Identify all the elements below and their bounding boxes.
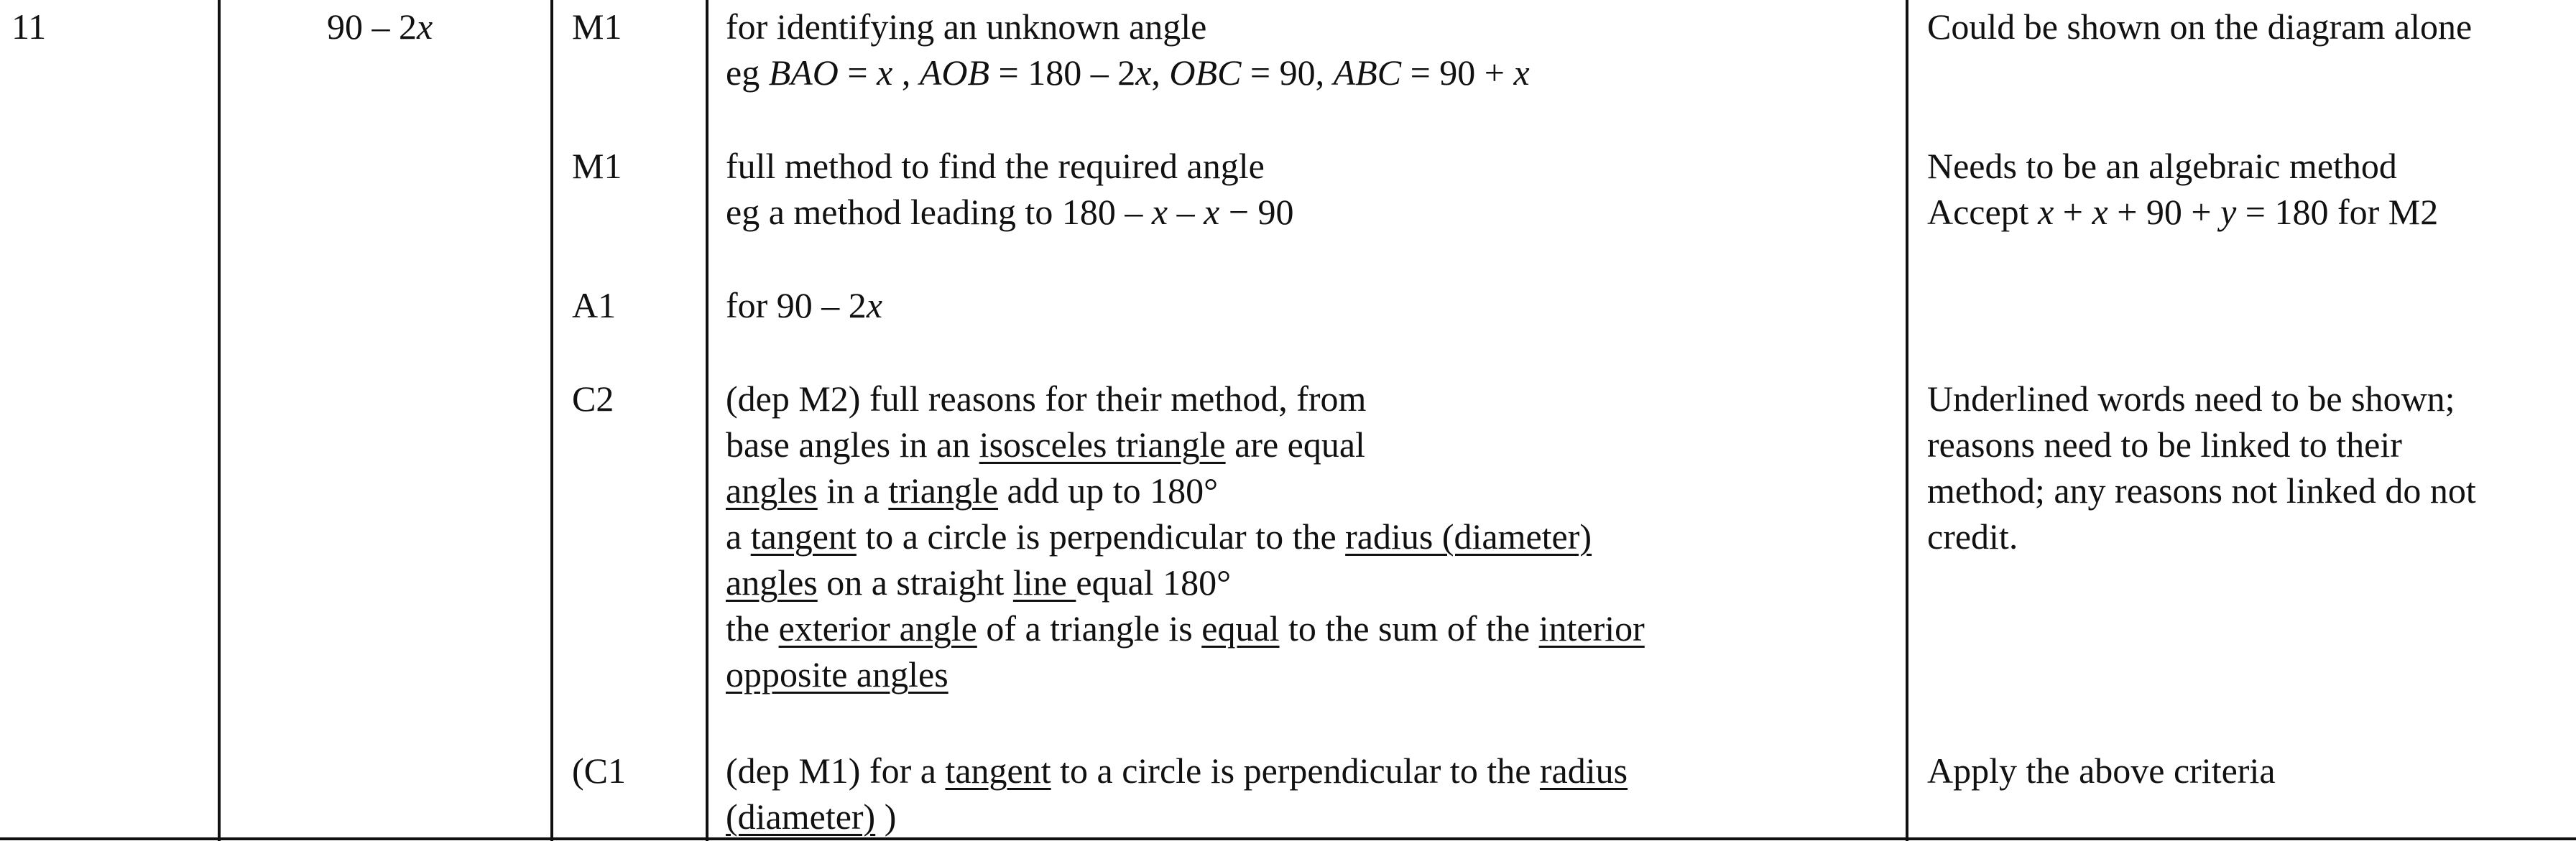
note-row-1: Could be shown on the diagram alone — [1927, 6, 2473, 47]
working-row-1-line-1: for identifying an unknown angle — [726, 6, 1207, 47]
mark-row-3: A1 — [572, 285, 617, 325]
note-row-4-line-3: method; any reasons not linked do not — [1927, 470, 2476, 511]
answer: 90 – 2x — [327, 6, 433, 47]
column-divider-4 — [1906, 0, 1908, 841]
working-row-4-line-4: a tangent to a circle is perpendicular to the radius (diameter) — [726, 516, 1592, 557]
mark-row-4: C2 — [572, 378, 614, 419]
working-row-4-line-7: opposite angles — [726, 654, 948, 694]
working-row-3-line-1: for 90 – 2x — [726, 285, 883, 325]
column-divider-3 — [706, 0, 708, 841]
mark-row-2: M1 — [572, 146, 622, 186]
working-row-1-line-2: eg BAO = x , AOB = 180 – 2x, OBC = 90, ABC = 90 + x — [726, 52, 1530, 93]
question-number: 11 — [11, 6, 47, 47]
mark-row-1: M1 — [572, 6, 622, 47]
working-row-4-line-2: base angles in an isosceles triangle are equal — [726, 424, 1365, 465]
working-row-4-line-1: (dep M2) full reasons for their method, from — [726, 378, 1367, 419]
column-divider-1 — [218, 0, 221, 841]
mark-row-5: (C1 — [572, 751, 626, 791]
note-row-4-line-1: Underlined words need to be shown; — [1927, 378, 2455, 419]
note-row-2-line-2: Accept x + x + 90 + y = 180 for M2 — [1927, 192, 2439, 232]
working-row-2-line-2: eg a method leading to 180 – x – x − 90 — [726, 192, 1294, 232]
note-row-2-line-1: Needs to be an algebraic method — [1927, 146, 2397, 186]
working-row-5-line-2: (diameter) ) — [726, 796, 897, 837]
note-row-4-line-2: reasons need to be linked to their — [1927, 424, 2402, 465]
note-row-5: Apply the above criteria — [1927, 751, 2276, 791]
column-divider-2 — [550, 0, 553, 841]
working-row-4-line-5: angles on a straight line equal 180° — [726, 562, 1232, 603]
working-row-5-line-1: (dep M1) for a tangent to a circle is perpendicular to the radius — [726, 751, 1628, 791]
table-bottom-border — [0, 837, 2576, 840]
working-row-2-line-1: full method to find the required angle — [726, 146, 1265, 186]
note-row-4-line-4: credit. — [1927, 516, 2018, 557]
working-row-4-line-3: angles in a triangle add up to 180° — [726, 470, 1219, 511]
working-row-4-line-6: the exterior angle of a triangle is equal to the sum of the interior — [726, 608, 1645, 649]
